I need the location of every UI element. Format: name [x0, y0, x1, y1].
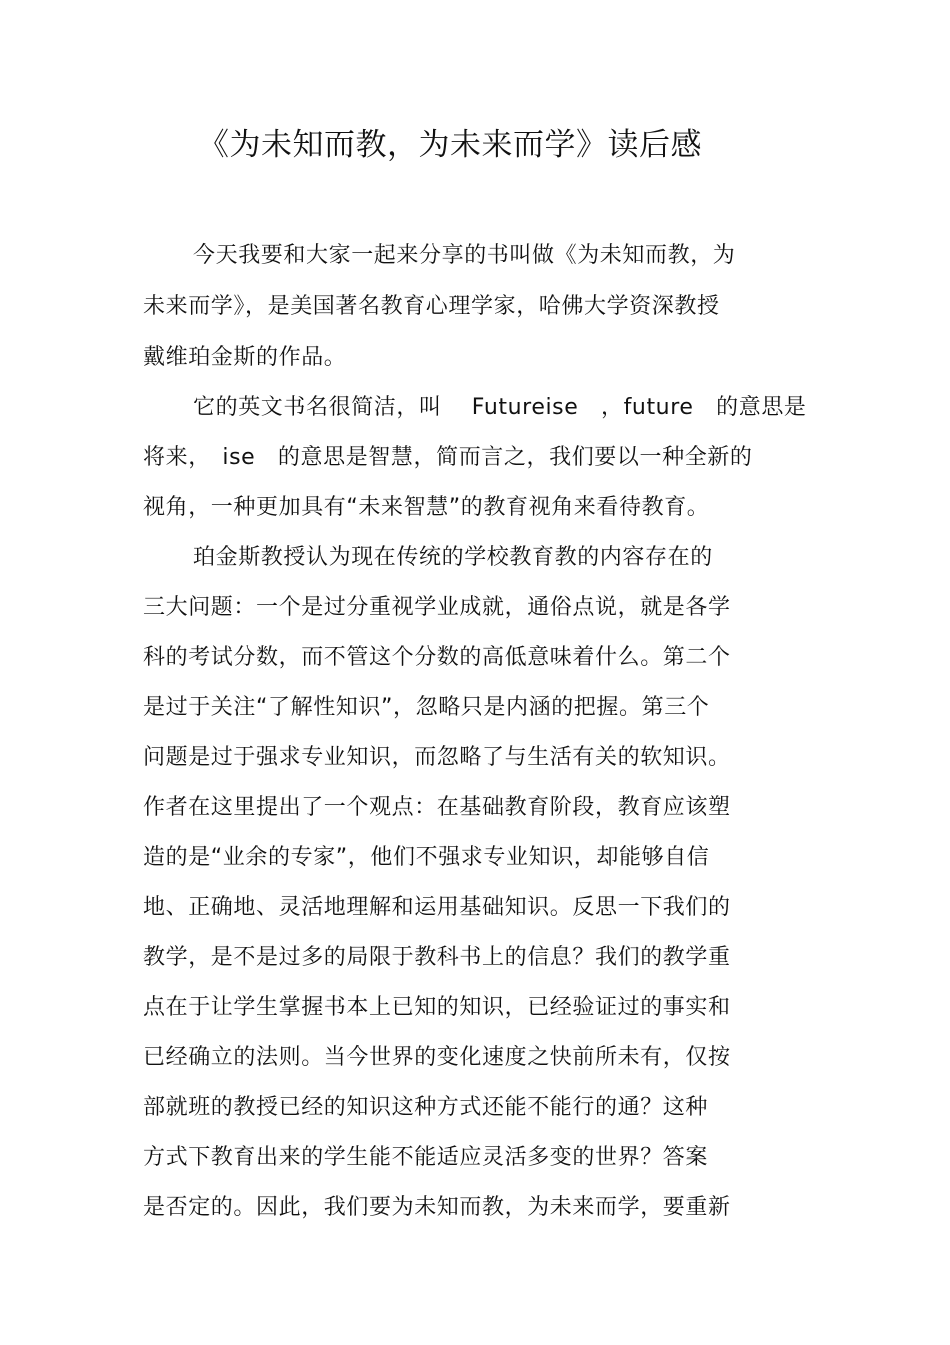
paragraph-3-line-14: 是否定的。因此，我们要为未知而教，为未来而学，要重新 — [143, 1195, 731, 1220]
paragraph-1-line-1: 今天我要和大家一起来分享的书叫做《为未知而教，为 — [193, 243, 736, 268]
paragraph-1-line-2: 未来而学》，是美国著名教育心理学家，哈佛大学资深教授 — [143, 294, 720, 319]
paragraph-3-line-4: 是过于关注“了解性知识”，忽略只是内涵的把握。第三个 — [143, 695, 710, 720]
paragraph-2-line-3: 视角，一种更加具有“未来智慧”的教育视角来看待教育。 — [143, 495, 710, 520]
paragraph-3-line-11: 已经确立的法则。当今世界的变化速度之快前所未有，仅按 — [143, 1045, 731, 1070]
paragraph-3-line-7: 造的是“业余的专家”，他们不强求专业知识，却能够自信 — [143, 845, 710, 870]
paragraph-3-line-13: 方式下教育出来的学生能不能适应灵活多变的世界？答案 — [143, 1145, 709, 1170]
paragraph-1-line-3: 戴维珀金斯的作品。 — [143, 345, 347, 370]
paragraph-3-line-9: 教学，是不是过多的局限于教科书上的信息？我们的教学重 — [143, 945, 731, 970]
paragraph-3-line-6: 作者在这里提出了一个观点：在基础教育阶段，教育应该塑 — [143, 795, 731, 820]
paragraph-3-line-12: 部就班的教授已经的知识这种方式还能不能行的通？这种 — [143, 1095, 709, 1120]
paragraph-3-line-1: 珀金斯教授认为现在传统的学校教育教的内容存在的 — [193, 545, 713, 570]
paragraph-3-line-3: 科的考试分数，而不管这个分数的高低意味着什么。第二个 — [143, 645, 731, 670]
paragraph-3-line-2: 三大问题：一个是过分重视学业成就，通俗点说，就是各学 — [143, 595, 731, 620]
document-title: 《为未知而教，为未来而学》读后感 — [198, 127, 702, 163]
paragraph-2-line-1: 它的英文书名很简洁，叫 Futureise ，future 的意思是 — [193, 395, 807, 420]
paragraph-3-line-5: 问题是过于强求专业知识，而忽略了与生活有关的软知识。 — [143, 745, 731, 770]
paragraph-2-line-2: 将来， ise 的意思是智慧，简而言之，我们要以一种全新的 — [143, 445, 753, 470]
paragraph-3-line-10: 点在于让学生掌握书本上已知的知识，已经验证过的事实和 — [143, 995, 731, 1020]
paragraph-3-line-8: 地、正确地、灵活地理解和运用基础知识。反思一下我们的 — [143, 895, 731, 920]
